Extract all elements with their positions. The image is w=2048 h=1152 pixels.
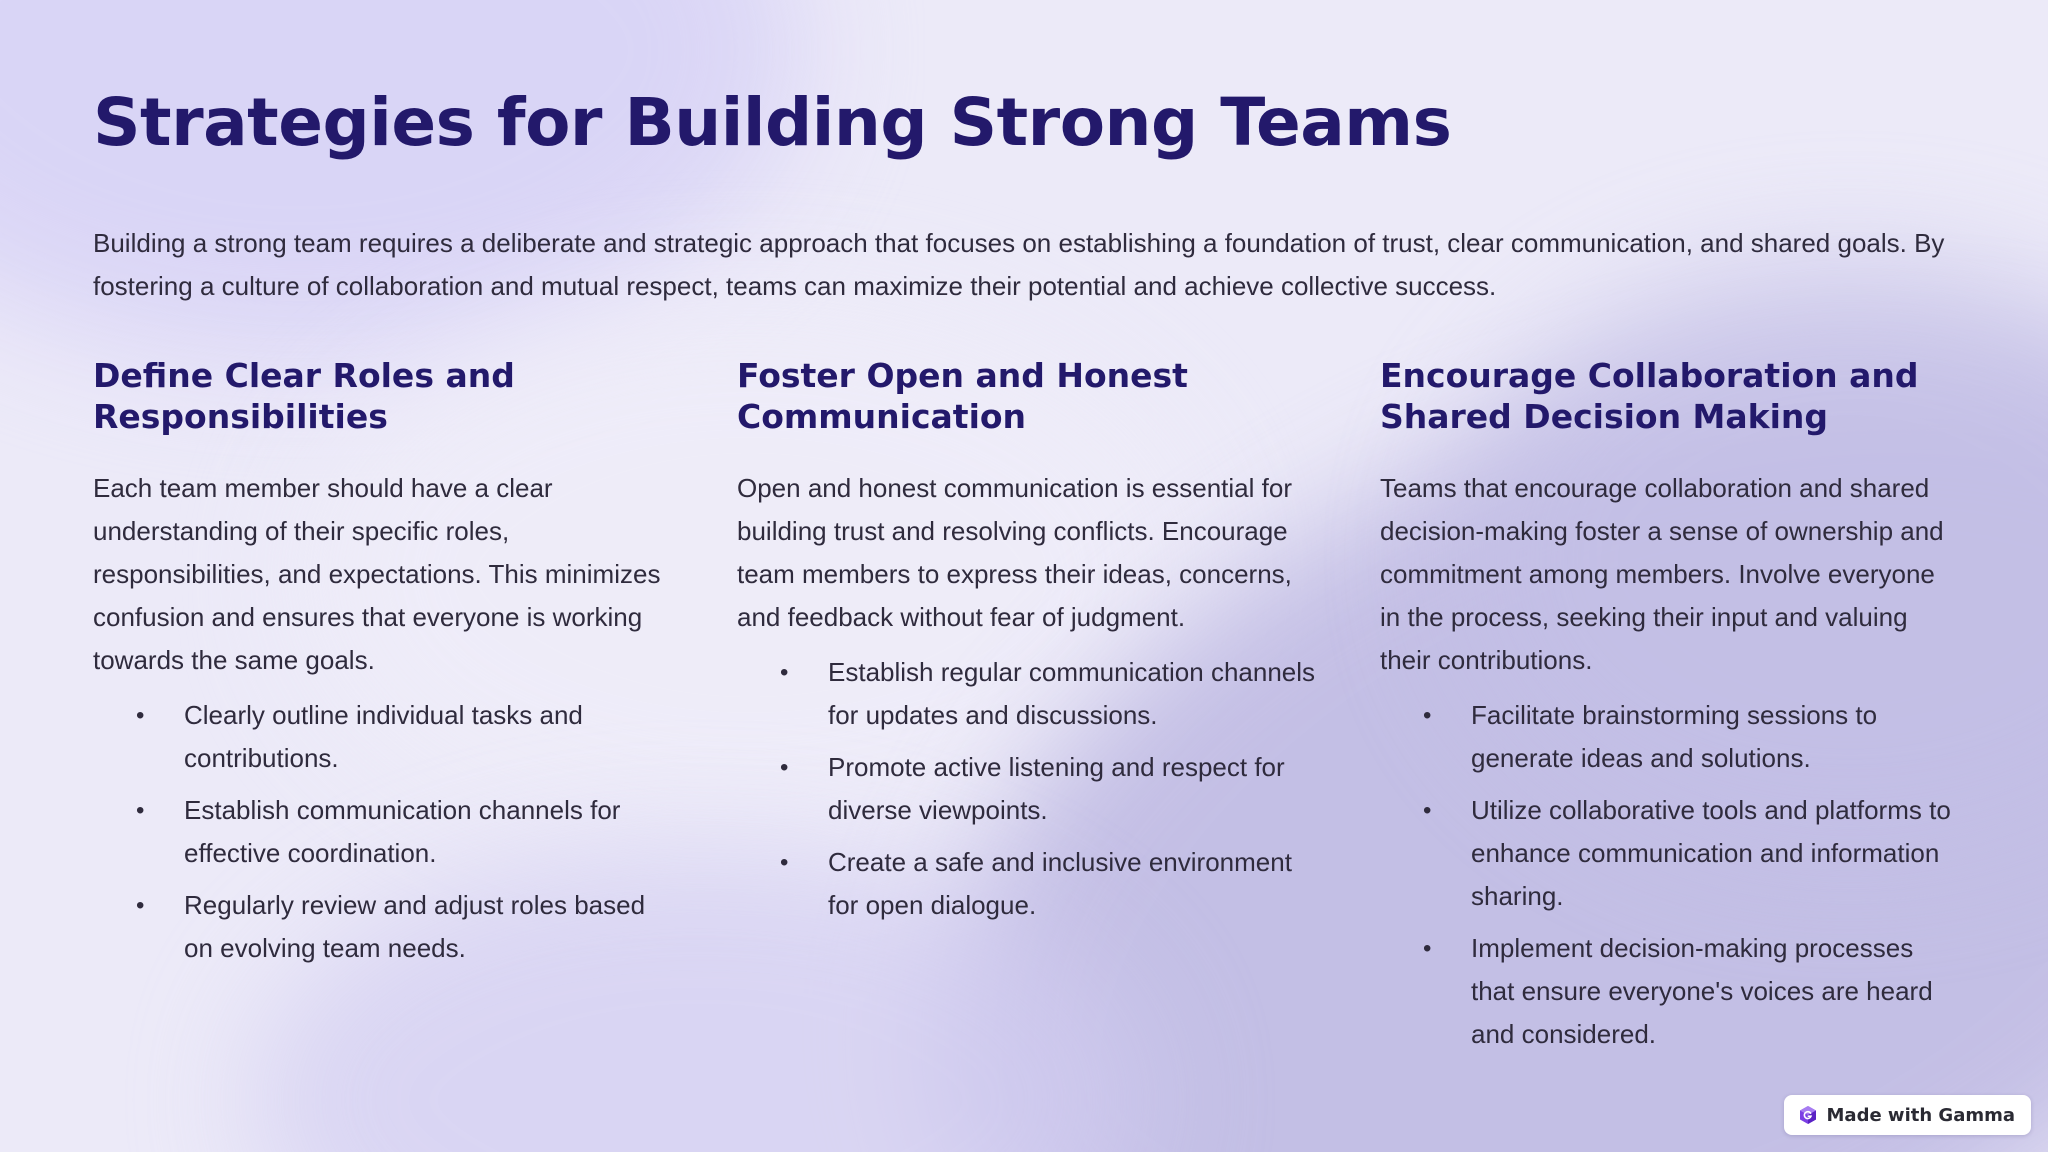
- bullet-icon: •: [1423, 935, 1432, 962]
- bullet-icon: •: [780, 849, 789, 876]
- column-define-roles: [93, 355, 673, 979]
- bullet-icon: •: [136, 702, 145, 729]
- column-title: Encourage Collaboration and Shared Decision Making: [1380, 356, 1919, 436]
- made-with-gamma-badge[interactable]: [1784, 1095, 2031, 1135]
- bullet-item: [737, 841, 1317, 927]
- column-text: Each team member should have a clear understanding of their specific roles, responsibilities, and expectations. This minimizes confusion and ensures that everyone is working towards the same goals.: [93, 473, 661, 675]
- bullet-item: [737, 651, 1317, 737]
- column-text: Open and honest communication is essential for building trust and resolving conflicts. Encourage team members to express their ideas, concerns, and feedback without fear of judgment.: [737, 473, 1292, 632]
- bullet-icon: •: [136, 797, 145, 824]
- bullet-text: Promote active listening and respect for diverse viewpoints.: [828, 752, 1285, 825]
- bullet-text: Establish regular communication channels for updates and discussions.: [828, 657, 1316, 730]
- column-collaboration: [1380, 355, 1960, 1065]
- column-open-communication: [737, 355, 1317, 936]
- bullet-text: Regularly review and adjust roles based on evolving team needs.: [184, 890, 646, 963]
- column-text: Teams that encourage collaboration and shared decision-making foster a sense of ownership and commitment among members. Involve everyone in the process, seeking their input and valuing their contributions.: [1380, 473, 1944, 675]
- bullet-item: [737, 746, 1317, 832]
- page-title: Strategies for Building Strong Teams: [93, 84, 1452, 161]
- bullet-text: Facilitate brainstorming sessions to generate ideas and solutions.: [1471, 700, 1878, 773]
- bullet-item: [1380, 789, 1960, 918]
- bullet-icon: •: [780, 659, 789, 686]
- bullet-item: [93, 694, 673, 780]
- badge-label: Made with Gamma: [1826, 1104, 2015, 1126]
- bullet-icon: •: [780, 754, 789, 781]
- bullet-list: [93, 694, 673, 970]
- bullet-icon: •: [1423, 702, 1432, 729]
- column-title: Foster Open and Honest Communication: [737, 356, 1188, 436]
- bullet-item: [1380, 694, 1960, 780]
- bullet-icon: •: [136, 892, 145, 919]
- bullet-item: [93, 884, 673, 970]
- intro-paragraph: Building a strong team requires a deliberate and strategic approach that focuses on establishing a foundation of trust, clear communication, and shared goals. By fostering a culture of collaboration and mutual respect, teams can maximize their potential and achieve collective success.: [93, 228, 1945, 301]
- bullet-item: [1380, 927, 1960, 1056]
- bullet-text: Implement decision-making processes that ensure everyone's voices are heard and considered.: [1471, 933, 1933, 1049]
- column-title: Define Clear Roles and Responsibilities: [93, 356, 515, 436]
- gamma-logo-icon: [1798, 1105, 1818, 1125]
- bullet-icon: •: [1423, 797, 1432, 824]
- bullet-text: Create a safe and inclusive environment for open dialogue.: [828, 847, 1292, 920]
- bullet-text: Clearly outline individual tasks and contributions.: [184, 700, 583, 773]
- bullet-list: [737, 651, 1317, 927]
- bullet-item: [93, 789, 673, 875]
- bullet-text: Utilize collaborative tools and platforms to enhance communication and information sharing.: [1471, 795, 1951, 911]
- bullet-text: Establish communication channels for effective coordination.: [184, 795, 621, 868]
- bullet-list: [1380, 694, 1960, 1056]
